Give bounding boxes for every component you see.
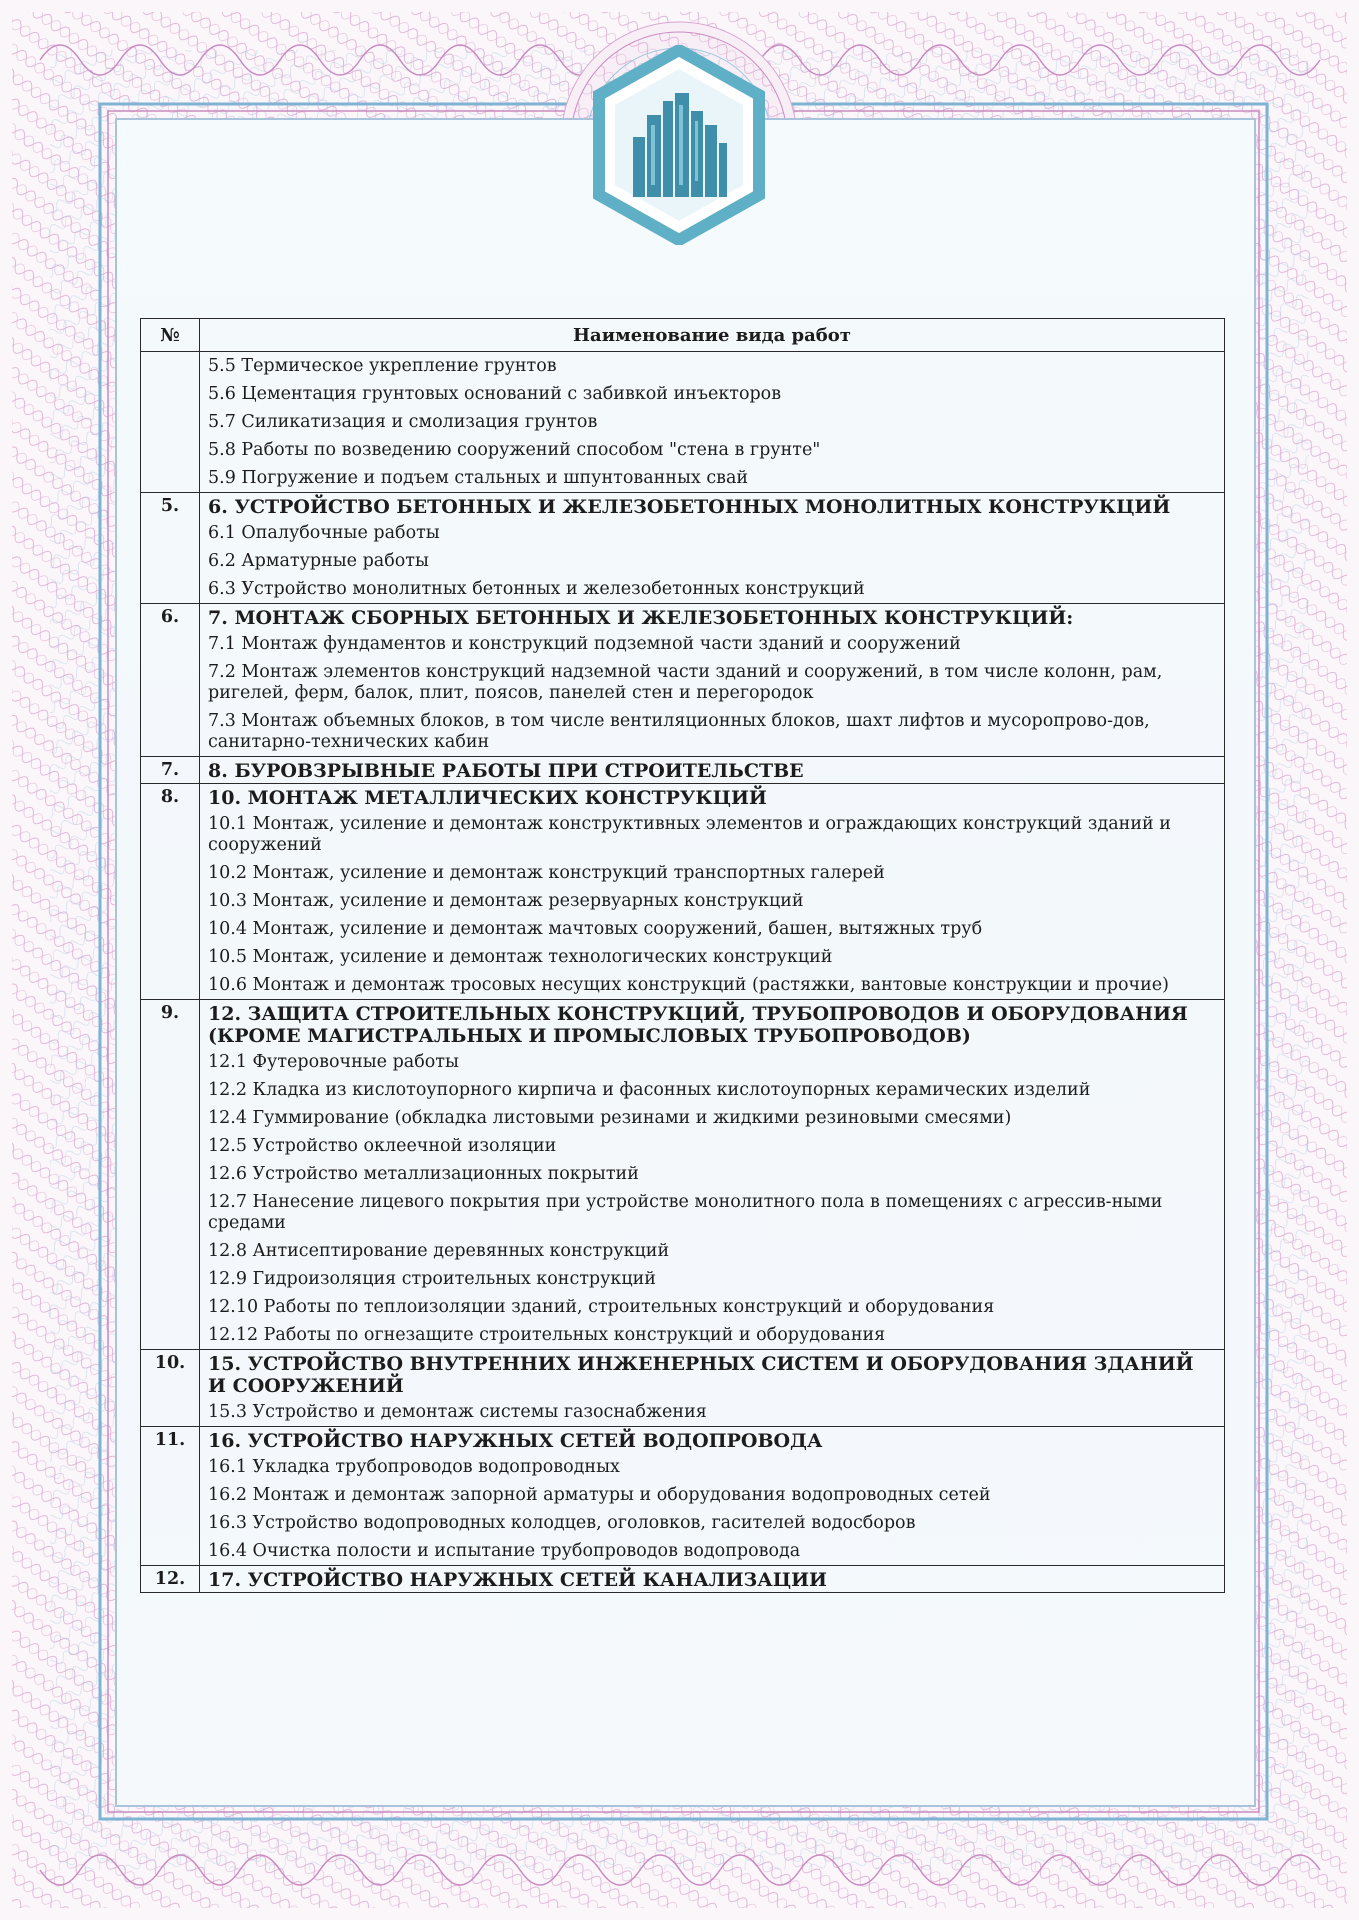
row-content	[200, 784, 1225, 1000]
row-number: 8.	[141, 784, 200, 1000]
table-row	[141, 1427, 1225, 1566]
section-title: 8. БУРОВЗРЫВНЫЕ РАБОТЫ ПРИ СТРОИТЕЛЬСТВЕ	[208, 760, 804, 782]
row-content	[200, 1427, 1225, 1566]
work-item: 7.2 Монтаж элементов конструкций надземной части зданий и сооружений, в том числе колонн, рам, ригелей, ферм, балок, плит, поясов, панелей стен и перегородок	[208, 662, 1163, 703]
work-item: 10.1 Монтаж, усиление и демонтаж конструктивных элементов и ограждающих конструкций зданий и сооружений	[208, 814, 1171, 855]
work-item: 10.2 Монтаж, усиление и демонтаж конструкций транспортных галерей	[208, 863, 885, 883]
work-item: 5.8 Работы по возведению сооружений способом "стена в грунте"	[208, 440, 821, 460]
section-title: 10. МОНТАЖ МЕТАЛЛИЧЕСКИХ КОНСТРУКЦИЙ	[208, 787, 767, 809]
row-number: 10.	[141, 1350, 200, 1427]
work-item: 10.4 Монтаж, усиление и демонтаж мачтовых сооружений, башен, вытяжных труб	[208, 919, 983, 939]
work-item: 12.5 Устройство оклеечной изоляции	[208, 1136, 557, 1156]
work-item: 16.3 Устройство водопроводных колодцев, оголовков, гасителей водосборов	[208, 1513, 916, 1533]
table-row	[141, 352, 1225, 493]
row-number: 11.	[141, 1427, 200, 1566]
work-item: 10.5 Монтаж, усиление и демонтаж технологических конструкций	[208, 947, 833, 967]
table-row	[141, 604, 1225, 757]
works-table	[140, 318, 1225, 1593]
row-content	[200, 604, 1225, 757]
work-item: 16.2 Монтаж и демонтаж запорной арматуры и оборудования водопроводных сетей	[208, 1485, 991, 1505]
row-content	[200, 493, 1225, 604]
table-row	[141, 784, 1225, 1000]
header-work-type: Наименование вида работ	[200, 319, 1225, 352]
row-number: 5.	[141, 493, 200, 604]
table-row	[141, 1566, 1225, 1593]
work-item: 12.9 Гидроизоляция строительных конструкций	[208, 1269, 656, 1289]
work-item: 5.7 Силикатизация и смолизация грунтов	[208, 412, 598, 432]
section-title: 16. УСТРОЙСТВО НАРУЖНЫХ СЕТЕЙ ВОДОПРОВОДА	[208, 1430, 823, 1452]
row-content	[200, 1000, 1225, 1350]
work-item: 6.2 Арматурные работы	[208, 551, 429, 571]
row-number: 9.	[141, 1000, 200, 1350]
table-row	[141, 1000, 1225, 1350]
section-title: 7. МОНТАЖ СБОРНЫХ БЕТОННЫХ И ЖЕЛЕЗОБЕТОННЫХ КОНСТРУКЦИЙ:	[208, 607, 1074, 629]
row-content	[200, 352, 1225, 493]
work-item: 16.4 Очистка полости и испытание трубопроводов водопровода	[208, 1541, 801, 1561]
section-title: 6. УСТРОЙСТВО БЕТОННЫХ И ЖЕЛЕЗОБЕТОННЫХ МОНОЛИТНЫХ КОНСТРУКЦИЙ	[208, 496, 1171, 518]
work-item: 16.1 Укладка трубопроводов водопроводных	[208, 1457, 620, 1477]
row-number	[141, 352, 200, 493]
table-header-row	[141, 319, 1225, 352]
work-item: 6.3 Устройство монолитных бетонных и железобетонных конструкций	[208, 579, 865, 599]
row-content	[200, 757, 1225, 784]
work-item: 10.6 Монтаж и демонтаж тросовых несущих конструкций (растяжки, вантовые конструкции и прочие)	[208, 975, 1169, 995]
work-item: 12.1 Футеровочные работы	[208, 1052, 459, 1072]
work-item: 7.1 Монтаж фундаментов и конструкций подземной части зданий и сооружений	[208, 634, 961, 654]
header-number: №	[141, 319, 200, 352]
work-item: 12.6 Устройство металлизационных покрытий	[208, 1164, 639, 1184]
table-row	[141, 757, 1225, 784]
row-number: 6.	[141, 604, 200, 757]
work-item: 12.8 Антисептирование деревянных конструкций	[208, 1241, 670, 1261]
row-number: 12.	[141, 1566, 200, 1593]
section-title: 15. УСТРОЙСТВО ВНУТРЕННИХ ИНЖЕНЕРНЫХ СИСТЕМ И ОБОРУДОВАНИЯ ЗДАНИЙ И СООРУЖЕНИЙ	[208, 1353, 1194, 1397]
work-item: 12.7 Нанесение лицевого покрытия при устройстве монолитного пола в помещениях с агрессив-ными средами	[208, 1192, 1163, 1233]
section-title: 12. ЗАЩИТА СТРОИТЕЛЬНЫХ КОНСТРУКЦИЙ, ТРУБОПРОВОДОВ И ОБОРУДОВАНИЯ (КРОМЕ МАГИСТРАЛЬНЫХ И ПРОМЫСЛОВЫХ ТРУБОПРОВОДОВ)	[208, 1003, 1188, 1047]
work-item: 15.3 Устройство и демонтаж системы газоснабжения	[208, 1402, 707, 1422]
work-item: 5.5 Термическое укрепление грунтов	[208, 356, 557, 376]
row-content	[200, 1566, 1225, 1593]
work-item: 12.10 Работы по теплоизоляции зданий, строительных конструкций и оборудования	[208, 1297, 995, 1317]
work-item: 12.12 Работы по огнезащите строительных конструкций и оборудования	[208, 1325, 886, 1345]
work-item: 5.6 Цементация грунтовых оснований с забивкой инъекторов	[208, 384, 782, 404]
work-item: 10.3 Монтаж, усиление и демонтаж резервуарных конструкций	[208, 891, 804, 911]
row-content	[200, 1350, 1225, 1427]
table-row	[141, 1350, 1225, 1427]
work-item: 6.1 Опалубочные работы	[208, 523, 440, 543]
work-item: 5.9 Погружение и подъем стальных и шпунтованных свай	[208, 468, 749, 488]
work-item: 12.4 Гуммирование (обкладка листовыми резинами и жидкими резиновыми смесями)	[208, 1108, 1012, 1128]
row-number: 7.	[141, 757, 200, 784]
company-logo	[589, 45, 769, 245]
work-item: 7.3 Монтаж объемных блоков, в том числе вентиляционных блоков, шахт лифтов и мусоропрово-дов, санитарно-технических кабин	[208, 711, 1150, 752]
table-row	[141, 493, 1225, 604]
section-title: 17. УСТРОЙСТВО НАРУЖНЫХ СЕТЕЙ КАНАЛИЗАЦИИ	[208, 1569, 827, 1591]
work-item: 12.2 Кладка из кислотоупорного кирпича и фасонных кислотоупорных керамических изделий	[208, 1080, 1091, 1100]
